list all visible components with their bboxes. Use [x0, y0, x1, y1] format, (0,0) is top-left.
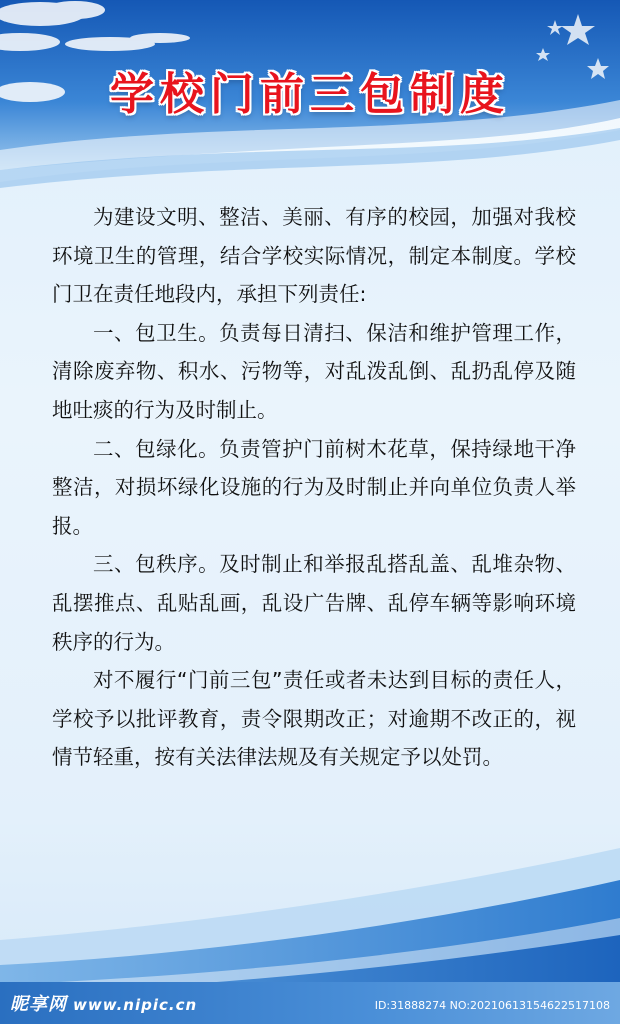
intro-paragraph: 为建设文明、整洁、美丽、有序的校园，加强对我校环境卫生的管理，结合学校实际情况，制定本制度。学校门卫在责任地段内，承担下列责任: [52, 205, 576, 307]
clause-order: 三、包秩序。及时制止和举报乱搭乱盖、乱堆杂物、乱摆推点、乱贴乱画，乱设广告牌、乱停车辆等影响环境秩序的行为。 [52, 552, 576, 654]
clause-sanitation: 一、包卫生。负责每日清扫、保洁和维护管理工作，清除废弃物、积水、污物等，对乱泼乱倒、乱扔乱停及随地吐痰的行为及时制止。 [52, 320, 576, 422]
penalty-paragraph: 对不履行“门前三包”责任或者未达到目标的责任人，学校予以批评教育，责令限期改正；对逾期不改正的，视情节轻重，按有关法律法规及有关规定予以处罚。 [52, 668, 576, 770]
watermark-logo [10, 990, 197, 1016]
watermark-id: ID:31888274 NO:20210613154622517108 [374, 999, 610, 1012]
clause-greenery: 二、包绿化。负责管护门前树木花草，保持绿地干净整洁，对损坏绿化设施的行为及时制止并向单位负责人举报。 [52, 436, 576, 538]
watermark-logo-text: 昵享网 [10, 994, 67, 1015]
regulation-body [52, 198, 576, 777]
page-title: 学校门前三包制度 [110, 69, 510, 120]
watermark-url: www.nipic.cn [73, 996, 198, 1014]
